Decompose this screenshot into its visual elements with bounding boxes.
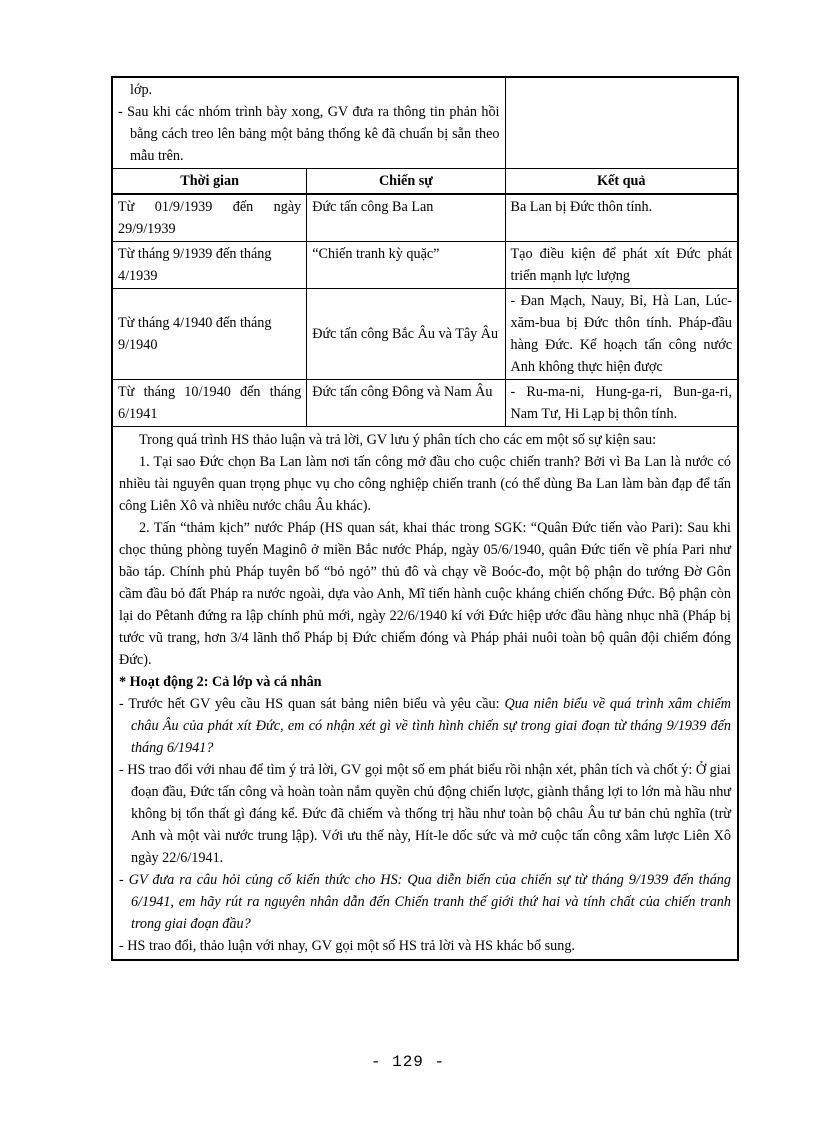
table-header-row	[112, 169, 738, 195]
header-event: Chiến sự	[307, 169, 505, 195]
row-event: “Chiến tranh kỳ quặc”	[307, 242, 505, 289]
row-time: Từ 01/9/1939 đến ngày 29/9/1939	[112, 194, 307, 242]
body-cell	[112, 427, 738, 961]
document-page	[111, 76, 739, 961]
bullet-3: - GV đưa ra câu hỏi củng cố kiến thức cho HS: Qua diễn biến của chiến sự từ tháng 9/1939 đến tháng 6/1941, em hãy rút ra nguyên nhân dẫn đến Chiến tranh thế giới thứ hai và tính chất của chiến tranh trong giai đoạn đầu?	[119, 872, 731, 932]
table-row	[112, 289, 738, 380]
intro-row	[112, 77, 738, 169]
intro-line-2: - Sau khi các nhóm trình bày xong, GV đưa ra thông tin phản hồi bằng cách treo lên bảng một bảng thống kê đã chuẩn bị sẵn theo mẫu trên.	[118, 104, 500, 164]
row-result: Tạo điều kiện để phát xít Đức phát triển mạnh lực lượng	[505, 242, 738, 289]
body-paragraph-3: 2. Tấn “thảm kịch” nước Pháp (HS quan sát, khai thác trong SGK: “Quân Đức tiến vào Pari): Sau khi chọc thủng phòng tuyến Maginô ở miền Bắc nước Pháp, ngày 05/6/1940, quân Đức tiến về phía Pari như bão táp. Chính phủ Pháp tuyên bố “bỏ ngỏ” thủ đô và chạy về Boóc-đo, một bộ phận do tướng Đờ Gôn cầm đầu bỏ đất Pháp ra nước ngoài, dựa vào Anh, Mĩ tiến hành cuộc kháng chiến chống Đức. Bộ phận còn lại do Pêtanh đứng ra lập chính phủ mới, ngày 22/6/1940 kí với Đức hiệp ước đầu hàng nhục nhã (Pháp bị tước vũ trang, hơn 3/4 lãnh thổ Pháp bị Đức chiếm đóng và Pháp phải nuôi toàn bộ quân đội chiếm đóng Đức).	[119, 520, 731, 668]
bullet-1	[119, 693, 731, 759]
table-row	[112, 194, 738, 242]
activity-heading	[119, 671, 731, 693]
row-result: - Ru-ma-ni, Hung-ga-ri, Bun-ga-ri, Nam Tư, Hi Lạp bị thôn tính.	[505, 380, 738, 427]
bullet-1-question: Qua niên biểu về quá trình xâm chiếm châu Âu của phát xít Đức, em có nhận xét gì về tình hình chiến sự trong giai đoạn từ tháng 9/1939 đến tháng 6/1941?	[131, 696, 732, 756]
row-time: Từ tháng 4/1940 đến tháng 9/1940	[112, 289, 307, 380]
table-row	[112, 242, 738, 289]
body-row	[112, 427, 738, 961]
row-event: Đức tấn công Đông và Nam Âu	[307, 380, 505, 427]
bullet-4: - HS trao đổi, thảo luận với nhay, GV gọi một số HS trả lời và HS khác bổ sung.	[119, 938, 575, 954]
intro-cell	[112, 77, 505, 169]
row-result: - Đan Mạch, Nauy, Bỉ, Hà Lan, Lúc-xăm-bua bị Đức thôn tính. Pháp-đầu hàng Đức. Kế hoạch tấn công nước Anh không thực hiện được	[505, 289, 738, 380]
row-time: Từ tháng 10/1940 đến tháng 6/1941	[112, 380, 307, 427]
body-paragraph-1: Trong quá trình HS thảo luận và trả lời, GV lưu ý phân tích cho các em một số sự kiện sau:	[139, 432, 657, 448]
row-time: Từ tháng 9/1939 đến tháng 4/1939	[112, 242, 307, 289]
row-event: Đức tấn công Ba Lan	[307, 194, 505, 242]
activity-heading-text: * Hoạt động 2: Cả lớp và cá nhân	[119, 674, 322, 690]
table-row	[112, 380, 738, 427]
intro-empty-cell	[505, 77, 738, 169]
header-time: Thời gian	[112, 169, 307, 195]
lesson-table	[111, 76, 739, 961]
row-event: Đức tấn công Bắc Âu và Tây Âu	[307, 289, 505, 380]
header-result: Kết quả	[505, 169, 738, 195]
page-number: - 129 -	[370, 1053, 446, 1071]
intro-line-1: lớp.	[130, 82, 153, 98]
body-paragraph-2: 1. Tại sao Đức chọn Ba Lan làm nơi tấn công mở đầu cho cuộc chiến tranh? Bởi vì Ba Lan là nước có nhiều tài nguyên quan trọng phục vụ cho công nghiệp chiến tranh (có thể dùng Ba Lan làm bàn đạp để tấn công Liên Xô và nhiều nước châu Âu khác).	[119, 454, 731, 514]
row-result: Ba Lan bị Đức thôn tính.	[505, 194, 738, 242]
bullet-1-text: - Trước hết GV yêu cầu HS quan sát bảng niên biểu và yêu cầu:	[119, 696, 505, 712]
bullet-2: - HS trao đổi với nhau để tìm ý trả lời, GV gọi một số em phát biểu rồi nhận xét, phân tích và chốt ý: Ở giai đoạn đầu, Đức tấn công và hoàn toàn nắm quyền chủ động chiến lược, giành thắng lợi to lớn mà hầu như không bị tổn thất gì đáng kể. Đức đã chiếm và thống trị hầu như toàn bộ châu Âu tư bản chủ nghĩa (trừ Anh và một vài nước trung lập). Với ưu thế này, Hít-le dốc sức và mở cuộc tấn công xâm lược Liên Xô ngày 22/6/1941.	[119, 762, 731, 866]
